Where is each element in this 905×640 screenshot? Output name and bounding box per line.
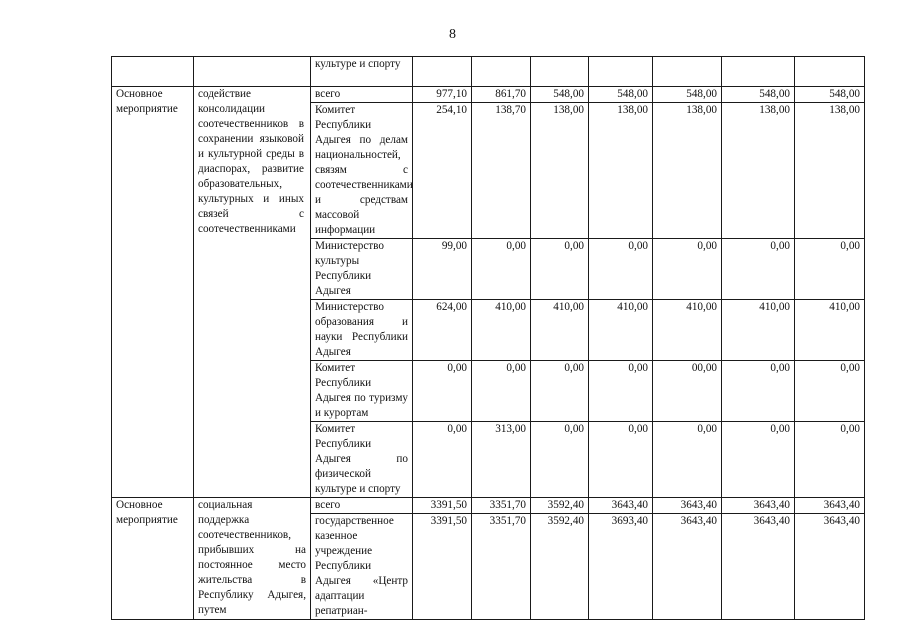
value-cell: 0,00 [531, 361, 589, 422]
measure-label: Основное мероприятие [112, 498, 194, 620]
value-cell [653, 57, 722, 87]
value-cell: 548,00 [531, 87, 589, 103]
value-cell: 548,00 [653, 87, 722, 103]
value-cell: 0,00 [722, 239, 795, 300]
value-cell: 3643,40 [795, 498, 865, 514]
value-cell: 3592,40 [531, 498, 589, 514]
executor-cell: всего [311, 498, 413, 514]
value-cell: 0,00 [795, 422, 865, 498]
measure-label: Основное мероприятие [112, 87, 194, 498]
value-cell: 3643,40 [722, 514, 795, 620]
value-cell: 624,00 [413, 300, 472, 361]
value-cell: 138,00 [722, 103, 795, 239]
value-cell: 410,00 [472, 300, 531, 361]
executor-cell: культуре и спорту [311, 57, 413, 87]
value-cell: 548,00 [589, 87, 653, 103]
value-cell: 99,00 [413, 239, 472, 300]
value-cell: 0,00 [589, 239, 653, 300]
value-cell: 00,00 [653, 361, 722, 422]
value-cell: 3351,70 [472, 498, 531, 514]
value-cell: 0,00 [472, 239, 531, 300]
budget-table [111, 56, 865, 620]
value-cell: 0,00 [589, 422, 653, 498]
value-cell: 3643,40 [722, 498, 795, 514]
value-cell: 0,00 [722, 422, 795, 498]
table-row [112, 57, 865, 87]
measure-description: содействие консолидации соотечественников в сохранении языковой и культурной среды в диаспорах, развитие образовательных, культурных и иных связей с соотечественниками [194, 87, 311, 498]
page-number: 8 [449, 27, 456, 42]
executor-cell: Министерство образования и науки Республики Адыгея [311, 300, 413, 361]
value-cell: 3643,40 [589, 498, 653, 514]
value-cell: 410,00 [722, 300, 795, 361]
table-row [112, 498, 865, 514]
value-cell: 3643,40 [653, 498, 722, 514]
value-cell: 0,00 [531, 239, 589, 300]
value-cell: 138,00 [653, 103, 722, 239]
value-cell: 0,00 [531, 422, 589, 498]
value-cell: 548,00 [722, 87, 795, 103]
value-cell: 254,10 [413, 103, 472, 239]
value-cell: 0,00 [795, 239, 865, 300]
value-cell: 0,00 [472, 361, 531, 422]
value-cell: 0,00 [795, 361, 865, 422]
table-row [112, 87, 865, 103]
measure-description: социальная поддержка соотечественников, прибывших на постоянное место жительства в Республику Адыгея, путем [194, 498, 311, 620]
value-cell: 313,00 [472, 422, 531, 498]
value-cell [589, 57, 653, 87]
value-cell: 3643,40 [795, 514, 865, 620]
executor-cell: Комитет Республики Адыгея по физической культуре и спорту [311, 422, 413, 498]
value-cell: 138,00 [795, 103, 865, 239]
executor-cell: государственное казенное учреждение Республики Адыгея «Центр адаптации репатриан- [311, 514, 413, 620]
value-cell: 3391,50 [413, 498, 472, 514]
value-cell [722, 57, 795, 87]
value-cell: 0,00 [413, 422, 472, 498]
value-cell: 138,00 [589, 103, 653, 239]
value-cell: 3643,40 [653, 514, 722, 620]
value-cell: 3391,50 [413, 514, 472, 620]
value-cell: 138,00 [531, 103, 589, 239]
value-cell: 410,00 [531, 300, 589, 361]
description-cell [194, 57, 311, 87]
value-cell [531, 57, 589, 87]
value-cell: 0,00 [653, 239, 722, 300]
value-cell: 410,00 [653, 300, 722, 361]
value-cell [413, 57, 472, 87]
executor-cell: Министерство культуры Республики Адыгея [311, 239, 413, 300]
value-cell: 0,00 [653, 422, 722, 498]
executor-cell: Комитет Республики Адыгея по туризму и курортам [311, 361, 413, 422]
value-cell: 410,00 [589, 300, 653, 361]
value-cell: 861,70 [472, 87, 531, 103]
value-cell: 977,10 [413, 87, 472, 103]
value-cell: 0,00 [589, 361, 653, 422]
executor-cell: Комитет Республики Адыгея по делам национальностей, связям с соотечественниками и средствам массовой информации [311, 103, 413, 239]
label-cell [112, 57, 194, 87]
value-cell: 0,00 [413, 361, 472, 422]
value-cell [472, 57, 531, 87]
value-cell: 410,00 [795, 300, 865, 361]
value-cell [795, 57, 865, 87]
value-cell: 3693,40 [589, 514, 653, 620]
value-cell: 3351,70 [472, 514, 531, 620]
value-cell: 0,00 [722, 361, 795, 422]
value-cell: 548,00 [795, 87, 865, 103]
value-cell: 138,70 [472, 103, 531, 239]
value-cell: 3592,40 [531, 514, 589, 620]
executor-cell: всего [311, 87, 413, 103]
